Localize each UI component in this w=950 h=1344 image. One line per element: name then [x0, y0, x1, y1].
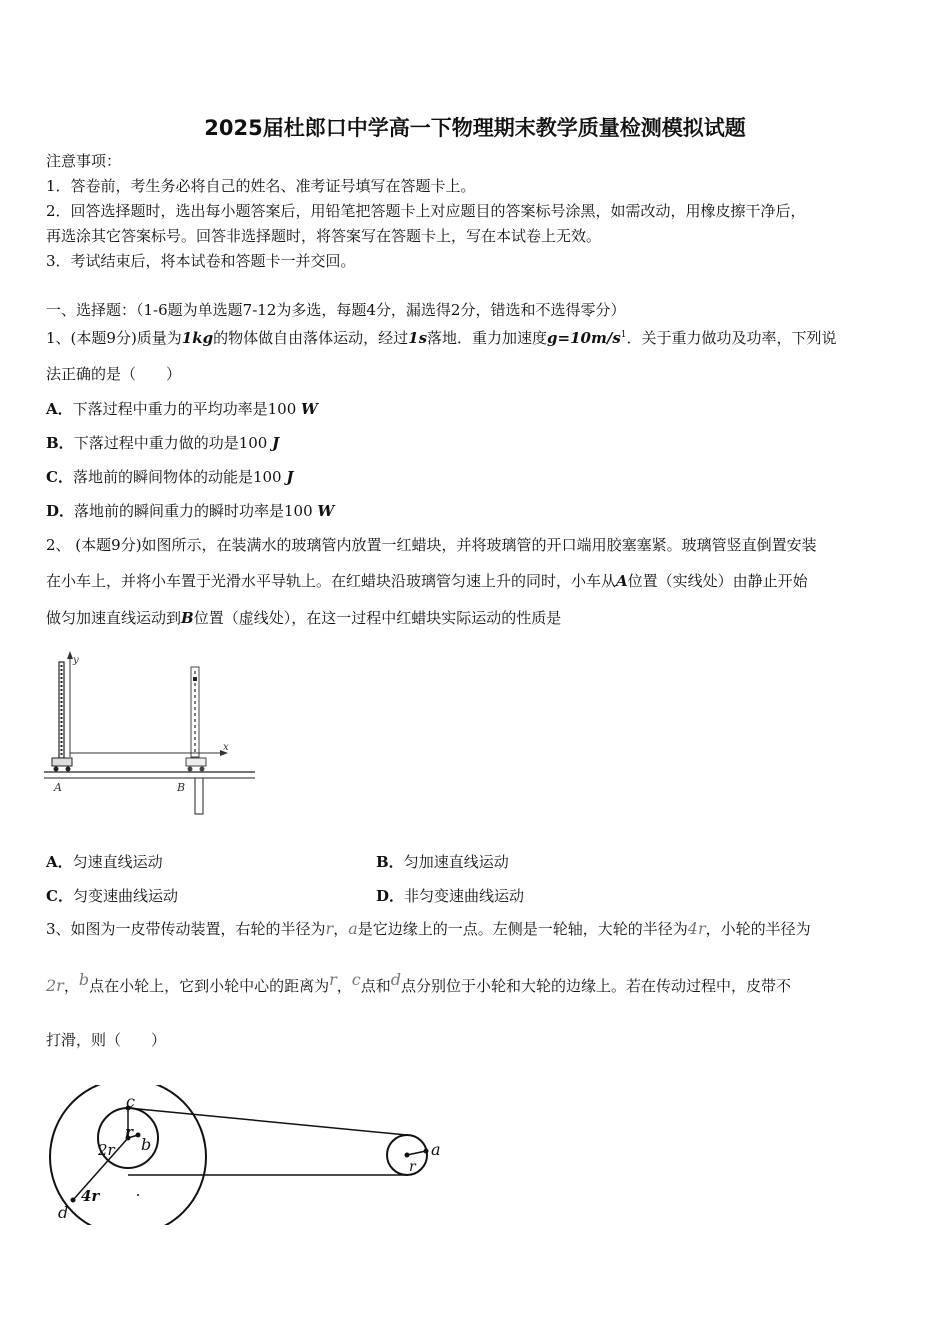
notice-heading: 注意事项： [46, 152, 122, 170]
radius-4r-label: 4r [81, 1187, 100, 1205]
q1-option-b[interactable]: B．下落过程中重力做的功是100 J [46, 434, 280, 452]
q3-stem-1: 3、如图为一皮带传动装置，右轮的半径为r，a是它边缘上的一点。左侧是一轮轴，大轮的半径为4r，小轮的半径为 [46, 919, 811, 938]
belt-top [128, 1108, 407, 1135]
q2-stem-2: 在小车上，并将小车置于光滑水平导轨上。在红蜡块沿玻璃管匀速上升的同时，小车从A位置（实线处）由静止开始 [46, 572, 808, 590]
page-title: 2025届杜郎口中学高一下物理期末教学质量检测模拟试题 [204, 116, 746, 140]
point-c-label: c [126, 1092, 135, 1111]
position-b-label: B [177, 781, 186, 794]
notice-item-3: 3．考试结束后，将本试卷和答题卡一并交回。 [46, 252, 356, 270]
notice-item-2: 2．回答选择题时，选出每小题答案后，用铅笔把答题卡上对应题目的答案标号涂黑，如需改动，用橡皮擦干净后， [46, 202, 806, 220]
x-axis-label: x [223, 742, 229, 753]
radius-r-label: r [125, 1123, 133, 1141]
radius-2r-label: 2r [98, 1141, 115, 1159]
q2-option-d[interactable]: D．非匀变速曲线运动 [376, 887, 525, 905]
cart-a [52, 758, 72, 766]
position-a-label: A [54, 781, 62, 794]
cart-tube-figure [40, 645, 270, 830]
section-heading: 一、选择题：（1-6题为单选题7-12为多选，每题4分，漏选得2分，错选和不选得零分） [46, 301, 626, 319]
q3-stem-3: 打滑，则（ ） [46, 1031, 167, 1049]
y-axis-label: y [73, 655, 79, 666]
q2-stem-3: 做匀加速直线运动到B位置（虚线处），在这一过程中红蜡块实际运动的性质是 [46, 609, 562, 627]
q2-option-b[interactable]: B．匀加速直线运动 [376, 853, 509, 871]
track-stand [195, 778, 203, 814]
q1-stem: 1、(本题9分)质量为1kg的物体做自由落体运动，经过1s落地．重力加速度$g=10m/s^1$．关于重力做功及功率，下列说 [46, 329, 837, 347]
right-radius-label: r [409, 1159, 416, 1175]
notice-item-1: 1．答卷前，考生务必将自己的姓名、准考证号填写在答题卡上。 [46, 177, 476, 195]
q1-option-a[interactable]: A．下落过程中重力的平均功率是100 W [46, 400, 318, 418]
belt-drive-figure [40, 1085, 460, 1225]
q1-option-c[interactable]: C．落地前的瞬间物体的动能是100 J [46, 468, 294, 486]
point-a-label: a [431, 1140, 441, 1159]
q2-option-c[interactable]: C．匀变速曲线运动 [46, 887, 178, 905]
q1-stem-cont: 法正确的是（ ） [46, 365, 182, 383]
q2-stem-1: 2、 (本题9分)如图所示，在装满水的玻璃管内放置一红蜡块，并将玻璃管的开口端用胶塞塞紧。玻璃管竖直倒置安装 [46, 536, 817, 554]
q2-option-a[interactable]: A．匀速直线运动 [46, 853, 163, 871]
q1-option-d[interactable]: D．落地前的瞬间重力的瞬时功率是100 W [46, 502, 335, 520]
notice-item-2-cont: 再选涂其它答案标号。回答非选择题时，将答案写在答题卡上，写在本试卷上无效。 [46, 227, 602, 245]
point-d-label: d [58, 1203, 69, 1222]
point-b-label: b [141, 1135, 152, 1154]
cart-b [186, 758, 206, 766]
q3-stem-2: 2r，$^b$点在小轮上，它到小轮中心的距离为$^r$，$^c$点和$^d$点分别位于小轮和大轮的边缘上。若在传动过程中，皮带不 [46, 970, 792, 995]
